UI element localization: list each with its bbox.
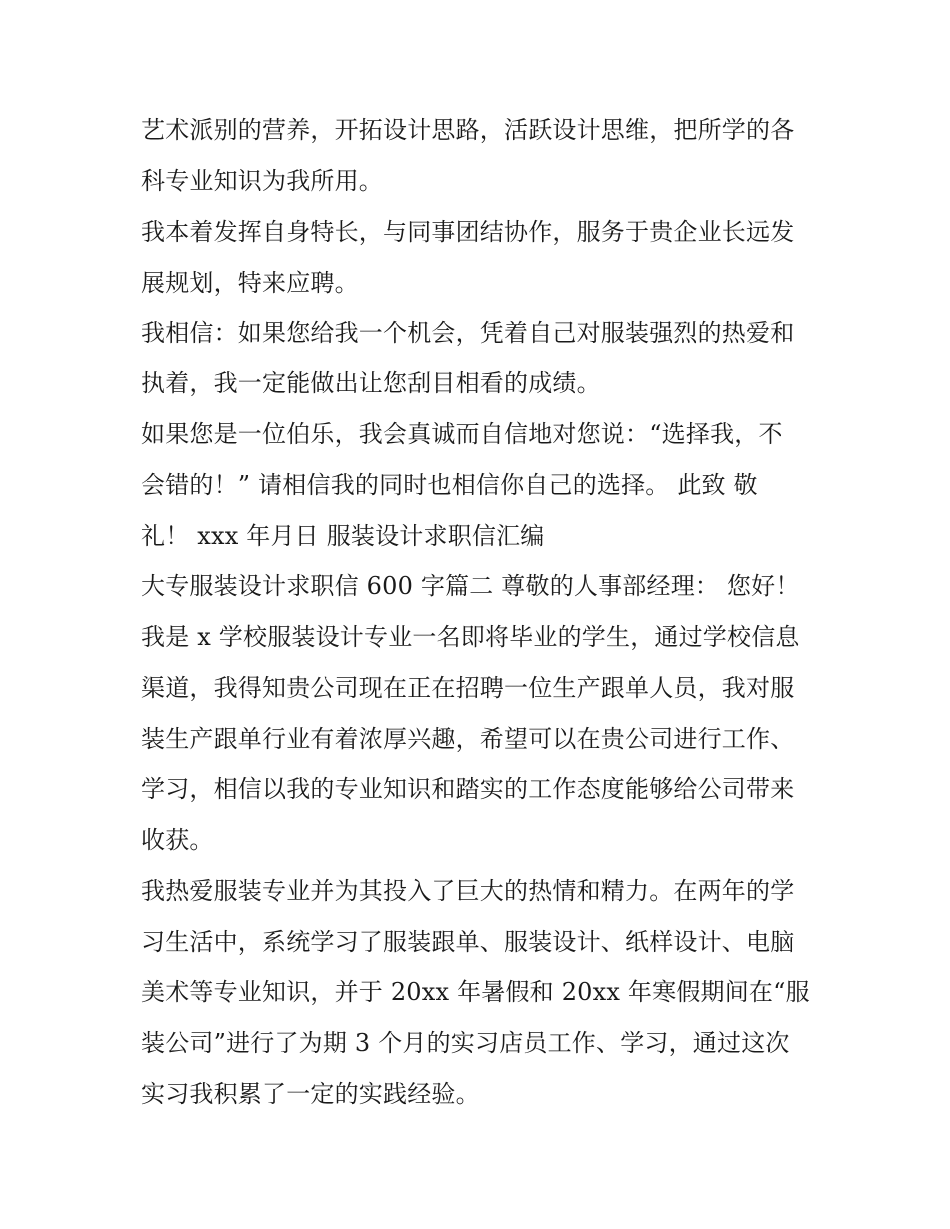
- text-line: 科专业知识为我所用。: [141, 167, 383, 195]
- text-line: 我本着发挥自身特长，与同事团结协作，服务于贵企业长远发: [141, 218, 795, 246]
- text-line: 美术等专业知识，并于 20xx 年暑假和 20xx 年寒假期间在“服: [141, 978, 810, 1006]
- text-line: 习生活中，系统学习了服装跟单、服装设计、纸样设计、电脑: [141, 928, 795, 956]
- text-line: 实习我积累了一定的实践经验。: [141, 1080, 480, 1108]
- text-line: 我是 x 学校服装设计专业一名即将毕业的学生，通过学校信息: [141, 623, 800, 651]
- text-line: 大专服装设计求职信 600 字篇二 尊敬的人事部经理： 您好！: [141, 572, 800, 600]
- text-line: 装生产跟单行业有着浓厚兴趣，希望可以在贵公司进行工作、: [141, 725, 795, 753]
- text-line: 如果您是一位伯乐，我会真诚而自信地对您说：“选择我，不: [141, 420, 783, 448]
- text-line: 渠道，我得知贵公司现在正在招聘一位生产跟单人员，我对服: [141, 674, 795, 702]
- text-line: 收获。: [141, 826, 214, 854]
- text-line: 艺术派别的营养，开拓设计思路，活跃设计思维，把所学的各: [141, 116, 795, 144]
- text-line: 学习，相信以我的专业知识和踏实的工作态度能够给公司带来: [141, 775, 795, 803]
- text-line: 会错的！” 请相信我的同时也相信你自己的选择。 此致 敬: [141, 471, 758, 499]
- text-line: 展规划，特来应聘。: [141, 269, 359, 297]
- text-line: 执着，我一定能做出让您刮目相看的成绩。: [141, 369, 601, 397]
- text-line: 我相信：如果您给我一个机会，凭着自己对服装强烈的热爱和: [141, 319, 795, 347]
- text-line: 我热爱服装专业并为其投入了巨大的热情和精力。在两年的学: [141, 877, 795, 905]
- text-line: 装公司”进行了为期 3 个月的实习店员工作、学习，通过这次: [141, 1029, 790, 1057]
- text-line: 礼！ xxx 年月日 服装设计求职信汇编: [141, 522, 545, 550]
